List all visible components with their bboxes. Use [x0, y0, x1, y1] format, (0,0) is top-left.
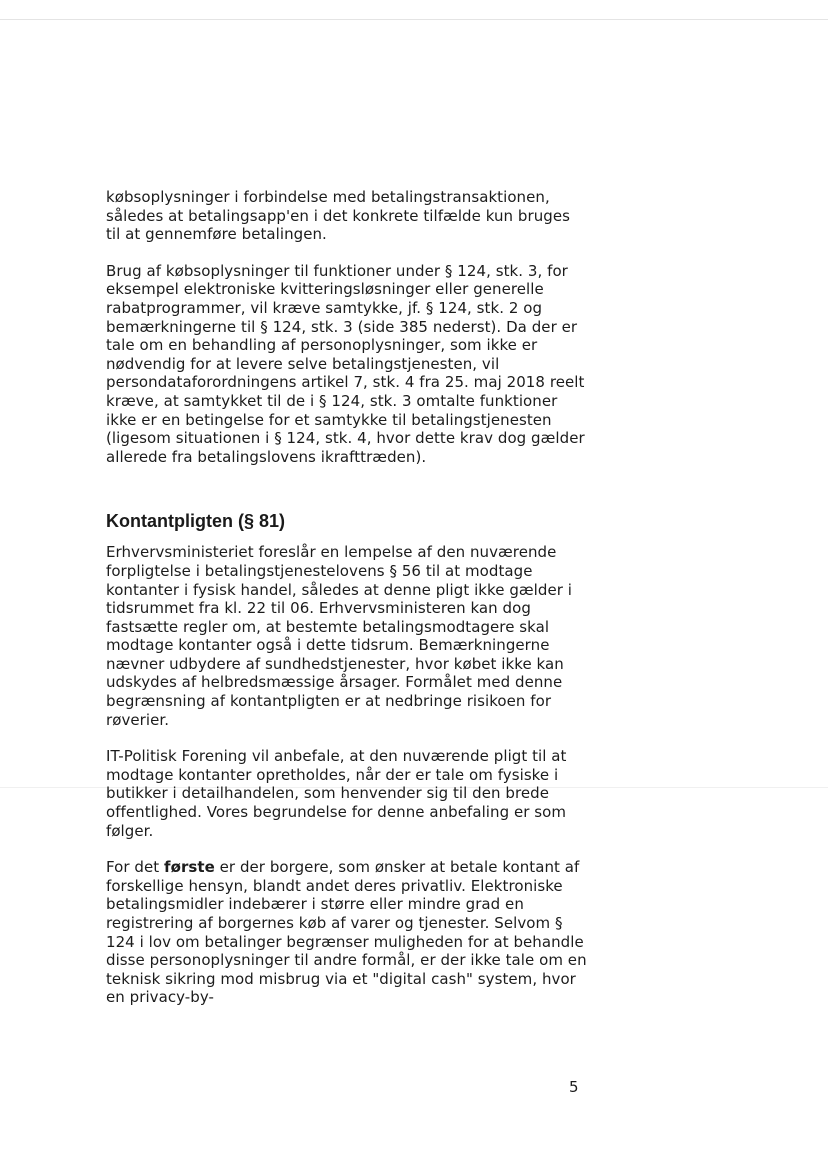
section-heading: Kontantpligten (§ 81) [106, 511, 285, 532]
paragraph: Brug af købsoplysninger til funktioner under § 124, stk. 3, for eksempel elektroniske kvitteringsløsninger eller generelle rabatprogrammer, vil kræve samtykke, jf. § 124, stk. 2 og bemærkningerne til § 124, stk. 3 (side 385 nederst). Da der er tale om en behandling af personoplysninger, som ikke er nødvendig for at levere selve betalingstjenesten, vil persondataforordningens artikel 7, stk. 4 fra 25. maj 2018 reelt kræve, at samtykket til de i § 124, stk. 3 omtalte funktioner ikke er en betingelse for et samtykke til betalingstjenesten (ligesom situationen i § 124, stk. 4, hvor dette krav dog gælder allerede fra betalingslovens ikrafttræden). [106, 261, 585, 466]
scan-edge-line [0, 19, 828, 20]
paragraph-prefix: For det [106, 858, 165, 877]
paragraph [106, 858, 588, 1007]
paragraph: købsoplysninger i forbindelse med betalingstransaktionen, således at betalingsapp'en i det konkrete tilfælde kun bruges til at gennemføre betalingen. [106, 188, 570, 244]
document-body [106, 188, 588, 1007]
paragraph: IT-Politisk Forening vil anbefale, at den nuværende pligt til at modtage kontanter opretholdes, når der er tale om fysiske i butikker i detailhandelen, som henvender sig til den brede offentlighed. Vores begrundelse for denne anbefaling er som følger. [106, 747, 567, 840]
emphasis-text: første [164, 858, 215, 877]
paragraph-rest: er der borgere, som ønsker at betale kontant af forskellige hensyn, blandt andet deres privatliv. Elektroniske betalingsmidler indebærer i større eller mindre grad en registrering af borgernes køb af varer og tjenester. Selvom § 124 i lov om betalinger begrænser muligheden for at behandle disse personoplysninger til andre formål, er der ikke tale om en teknisk sikring mod misbrug via et "digital cash" system, hvor en privacy-by- [106, 858, 587, 1007]
page-number: 5 [569, 1078, 579, 1096]
paragraph: Erhvervsministeriet foreslår en lempelse af den nuværende forpligtelse i betalingstjenestelovens § 56 til at modtage kontanter i fysisk handel, således at denne pligt ikke gælder i tidsrummet fra kl. 22 til 06. Erhvervsministeren kan dog fastsætte regler om, at bestemte betalingsmodtagere skal modtage kontanter også i dette tidsrum. Bemærkningerne nævner udbydere af sundhedstjenester, hvor købet ikke kan udskydes af helbredsmæssige årsager. Formålet med denne begrænsning af kontantpligten er at nedbringe risikoen for røverier. [106, 543, 572, 729]
